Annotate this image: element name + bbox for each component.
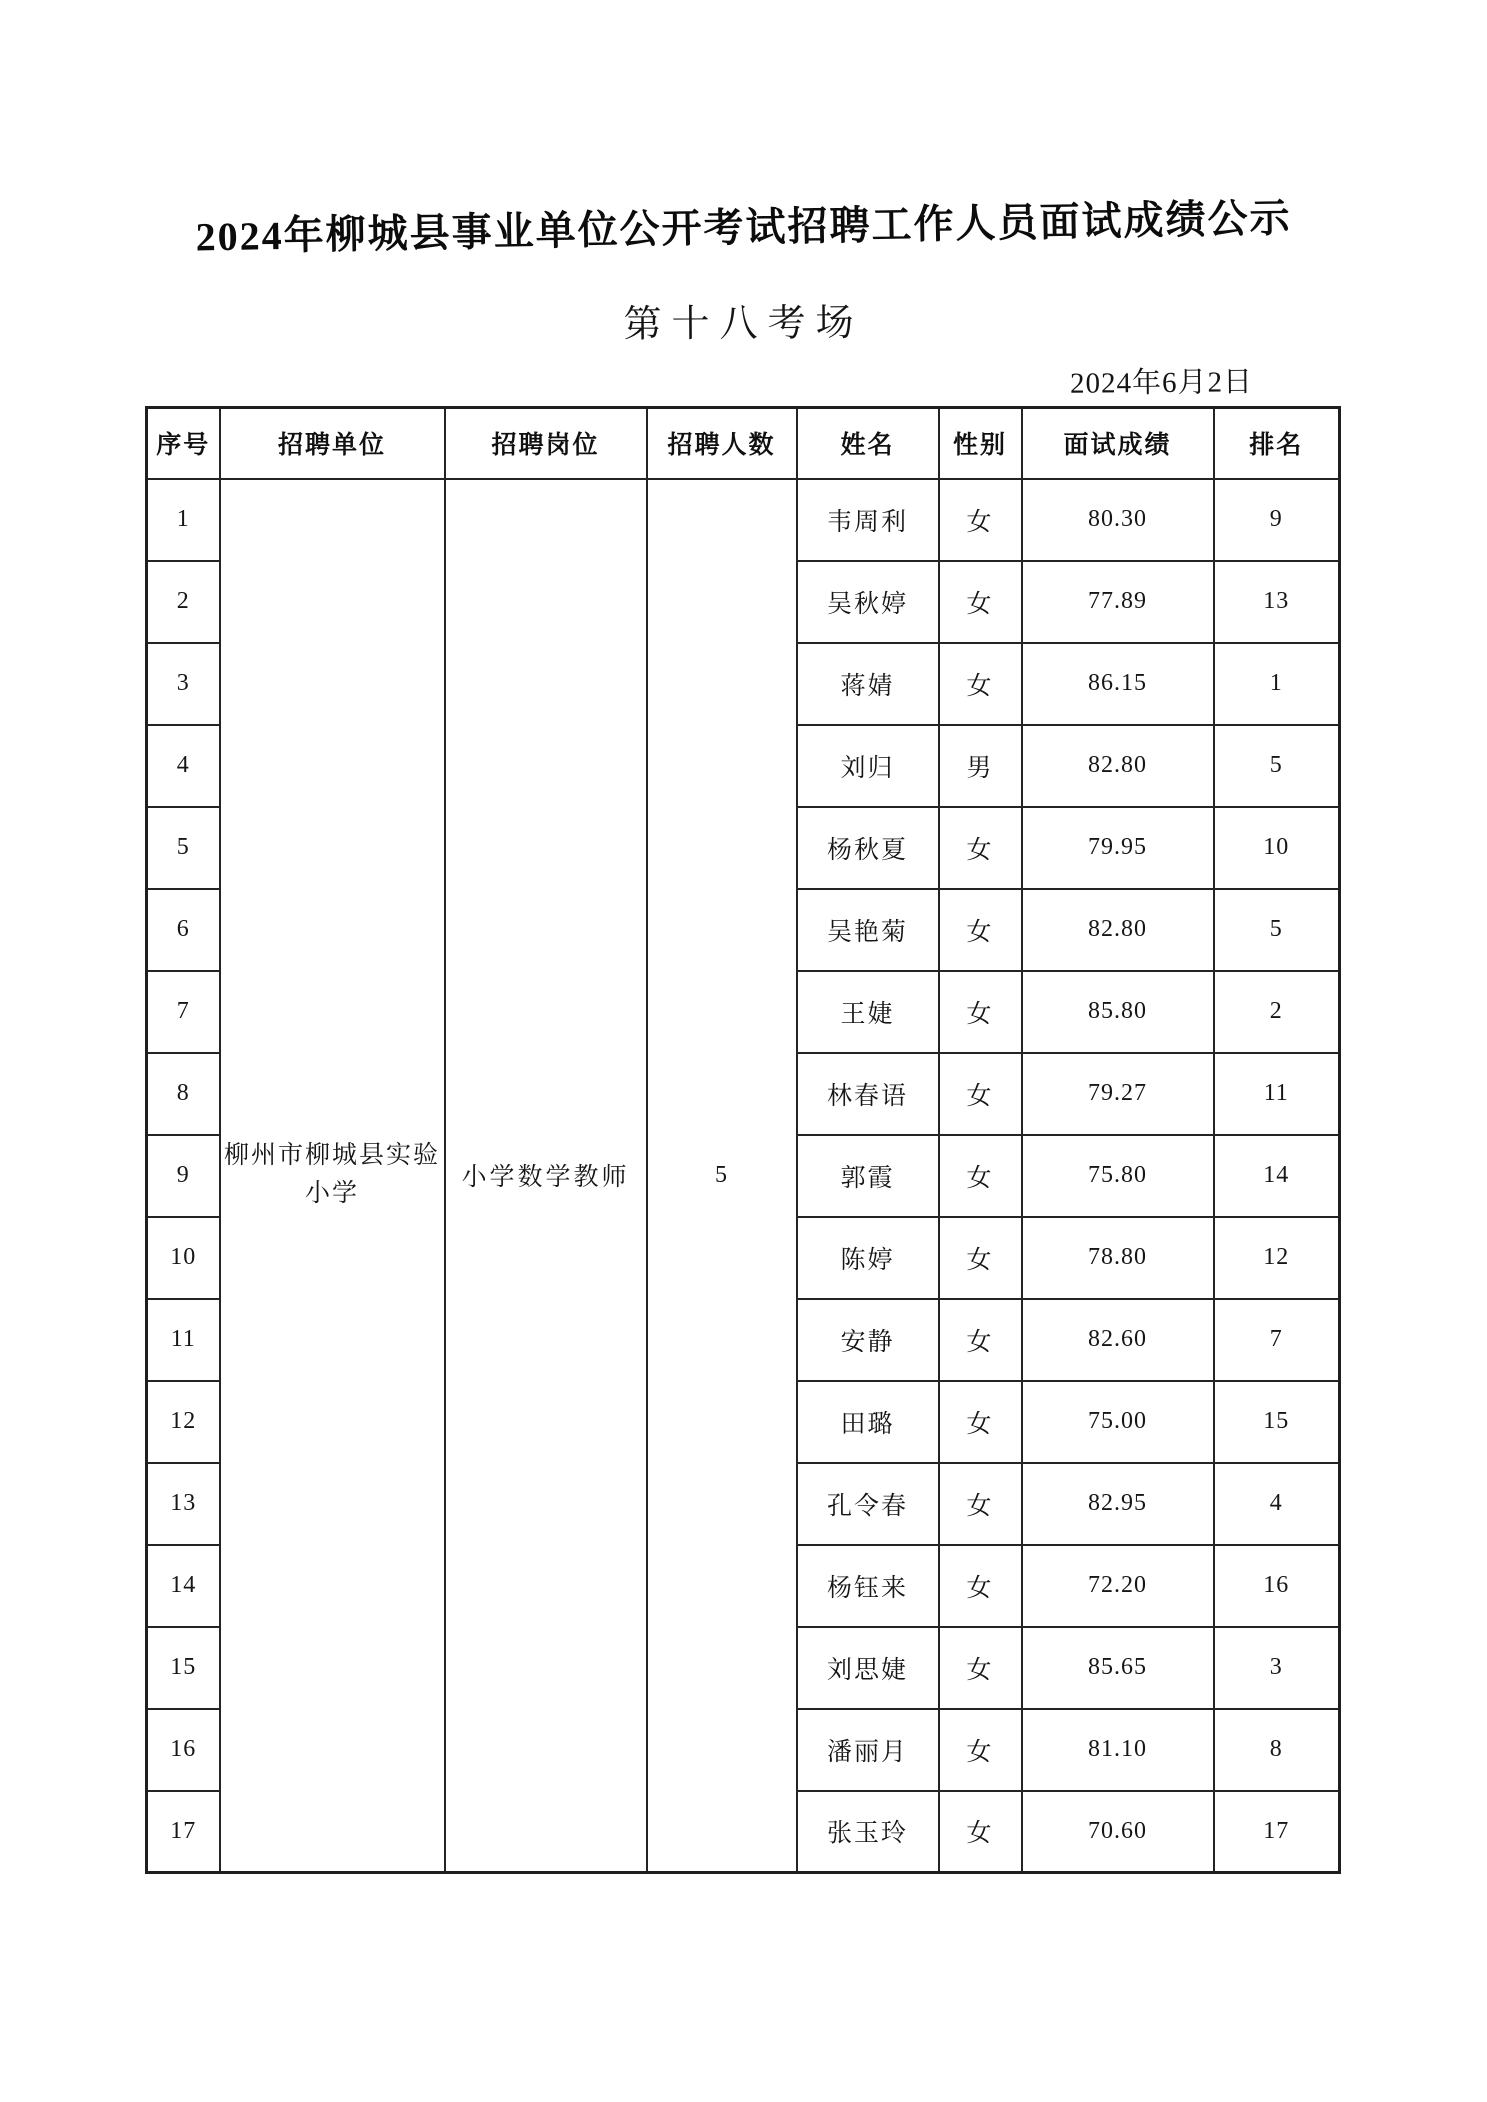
cell-serial: 13: [147, 1463, 220, 1545]
column-header-headcount: 招聘人数: [647, 408, 797, 479]
cell-gender: 女: [939, 1627, 1022, 1709]
cell-serial: 9: [147, 1135, 220, 1217]
cell-gender: 女: [939, 643, 1022, 725]
cell-gender: 女: [939, 1463, 1022, 1545]
cell-rank: 14: [1214, 1135, 1340, 1217]
cell-score: 79.95: [1022, 807, 1214, 889]
cell-score: 79.27: [1022, 1053, 1214, 1135]
table-row: [147, 479, 1340, 561]
column-header-position: 招聘岗位: [445, 408, 647, 479]
cell-serial: 10: [147, 1217, 220, 1299]
cell-rank: 9: [1214, 479, 1340, 561]
cell-rank: 10: [1214, 807, 1340, 889]
cell-name: 杨秋夏: [797, 807, 939, 889]
cell-rank: 2: [1214, 971, 1340, 1053]
cell-score: 82.80: [1022, 889, 1214, 971]
cell-recruiting-unit: 柳州市柳城县实验小学: [220, 479, 445, 1873]
cell-score: 86.15: [1022, 643, 1214, 725]
cell-gender: 女: [939, 1053, 1022, 1135]
cell-serial: 12: [147, 1381, 220, 1463]
cell-serial: 2: [147, 561, 220, 643]
exam-room-subtitle: 第十八考场: [623, 302, 864, 346]
cell-name: 吴秋婷: [797, 561, 939, 643]
cell-score: 85.65: [1022, 1627, 1214, 1709]
cell-gender: 女: [939, 561, 1022, 643]
cell-rank: 17: [1214, 1791, 1340, 1873]
cell-gender: 女: [939, 1217, 1022, 1299]
column-header-unit: 招聘单位: [220, 408, 445, 479]
cell-score: 82.60: [1022, 1299, 1214, 1381]
table-header-row: [147, 408, 1340, 479]
cell-score: 80.30: [1022, 479, 1214, 561]
cell-score: 78.80: [1022, 1217, 1214, 1299]
interview-score-table: [145, 406, 1341, 1874]
cell-rank: 11: [1214, 1053, 1340, 1135]
cell-serial: 17: [147, 1791, 220, 1873]
cell-rank: 15: [1214, 1381, 1340, 1463]
cell-score: 77.89: [1022, 561, 1214, 643]
cell-rank: 5: [1214, 889, 1340, 971]
cell-gender: 女: [939, 1135, 1022, 1217]
cell-serial: 4: [147, 725, 220, 807]
cell-recruiting-headcount: 5: [647, 479, 797, 1873]
cell-gender: 女: [939, 1791, 1022, 1873]
cell-rank: 16: [1214, 1545, 1340, 1627]
cell-name: 孔令春: [797, 1463, 939, 1545]
column-header-name: 姓名: [797, 408, 939, 479]
cell-serial: 16: [147, 1709, 220, 1791]
cell-score: 82.95: [1022, 1463, 1214, 1545]
cell-rank: 8: [1214, 1709, 1340, 1791]
cell-serial: 3: [147, 643, 220, 725]
page-title: 2024年柳城县事业单位公开考试招聘工作人员面试成绩公示: [195, 195, 1292, 260]
cell-score: 75.00: [1022, 1381, 1214, 1463]
cell-serial: 11: [147, 1299, 220, 1381]
cell-name: 蒋婧: [797, 643, 939, 725]
cell-serial: 6: [147, 889, 220, 971]
cell-recruiting-position: 小学数学教师: [445, 479, 647, 1873]
column-header-serial: 序号: [147, 408, 220, 479]
column-header-score: 面试成绩: [1022, 408, 1214, 479]
cell-name: 刘思婕: [797, 1627, 939, 1709]
cell-serial: 14: [147, 1545, 220, 1627]
cell-score: 72.20: [1022, 1545, 1214, 1627]
cell-name: 林春语: [797, 1053, 939, 1135]
cell-score: 81.10: [1022, 1709, 1214, 1791]
cell-rank: 12: [1214, 1217, 1340, 1299]
cell-name: 潘丽月: [797, 1709, 939, 1791]
column-header-gender: 性别: [939, 408, 1022, 479]
cell-gender: 女: [939, 807, 1022, 889]
cell-rank: 3: [1214, 1627, 1340, 1709]
column-header-rank: 排名: [1214, 408, 1340, 479]
cell-serial: 1: [147, 479, 220, 561]
cell-score: 75.80: [1022, 1135, 1214, 1217]
cell-score: 85.80: [1022, 971, 1214, 1053]
cell-name: 王婕: [797, 971, 939, 1053]
cell-name: 安静: [797, 1299, 939, 1381]
cell-name: 吴艳菊: [797, 889, 939, 971]
cell-name: 韦周利: [797, 479, 939, 561]
cell-gender: 女: [939, 971, 1022, 1053]
cell-gender: 女: [939, 479, 1022, 561]
cell-rank: 5: [1214, 725, 1340, 807]
cell-name: 张玉玲: [797, 1791, 939, 1873]
publication-date: 2024年6月2日: [1069, 366, 1254, 400]
cell-gender: 女: [939, 1709, 1022, 1791]
cell-gender: 女: [939, 889, 1022, 971]
cell-name: 陈婷: [797, 1217, 939, 1299]
cell-score: 70.60: [1022, 1791, 1214, 1873]
cell-gender: 男: [939, 725, 1022, 807]
cell-rank: 13: [1214, 561, 1340, 643]
cell-rank: 4: [1214, 1463, 1340, 1545]
cell-name: 杨钰来: [797, 1545, 939, 1627]
cell-name: 刘归: [797, 725, 939, 807]
cell-name: 田璐: [797, 1381, 939, 1463]
cell-name: 郭霞: [797, 1135, 939, 1217]
cell-gender: 女: [939, 1381, 1022, 1463]
cell-serial: 8: [147, 1053, 220, 1135]
cell-serial: 15: [147, 1627, 220, 1709]
cell-rank: 1: [1214, 643, 1340, 725]
cell-serial: 7: [147, 971, 220, 1053]
cell-gender: 女: [939, 1545, 1022, 1627]
cell-score: 82.80: [1022, 725, 1214, 807]
cell-gender: 女: [939, 1299, 1022, 1381]
cell-rank: 7: [1214, 1299, 1340, 1381]
cell-serial: 5: [147, 807, 220, 889]
